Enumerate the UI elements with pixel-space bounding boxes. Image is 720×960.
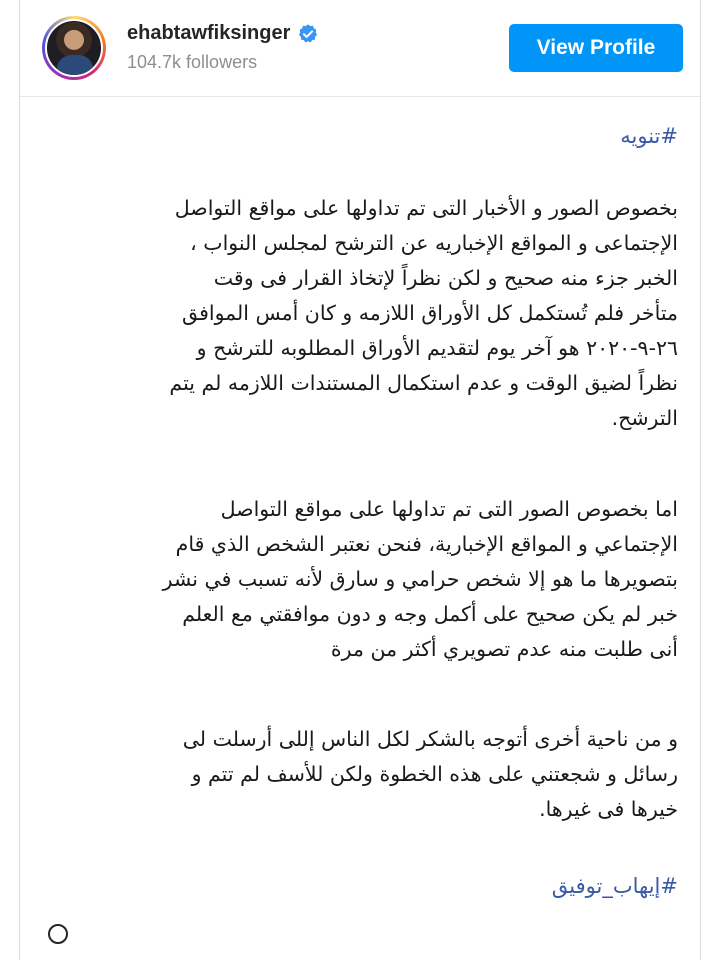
verified-badge-icon	[297, 23, 319, 45]
paragraph-1-line: الخبر جزء منه صحيح و لكن نظراً لإتخاذ القرار فى وقت	[213, 266, 678, 290]
paragraph-1-line: متأخر فلم تُستكمل كل الأوراق اللازمه و كان أمس الموافق	[181, 301, 678, 325]
username-row	[127, 22, 319, 45]
paragraph-2-line: بتصويرها ما هو إلا شخص حرامي و سارق لأنه تسبب في نشر	[162, 567, 678, 591]
paragraph-1-line: نظراً لضيق الوقت و عدم استكمال المستندات اللازمه لم يتم	[169, 371, 678, 395]
like-icon[interactable]	[48, 924, 68, 944]
paragraph-1-line: بخصوص الصور و الأخبار التى تم تداولها على مواقع التواصل	[174, 196, 678, 220]
view-profile-button[interactable]: View Profile	[509, 24, 683, 72]
post-image	[20, 97, 700, 957]
hashtag-notice[interactable]	[42, 119, 678, 154]
hashtag-name-text: #إيهاب_توفيق	[551, 874, 678, 898]
paragraph-1-line: ٢٦-٩-٢٠٢٠ هو آخر يوم لتقديم الأوراق المطلوبه للترشح و	[196, 336, 678, 360]
paragraph-3-line: خيرها فى غيرها.	[539, 797, 678, 821]
paragraph-2-line: أنى طلبت منه عدم تصويري أكثر من مرة	[330, 637, 678, 661]
follower-count: 104.7k followers	[127, 52, 258, 72]
paragraph-3-line: رسائل و شجعتني على هذه الخطوة ولكن للأسف لم تتم و	[191, 762, 678, 786]
hashtag-notice-text: #تنويه	[620, 124, 678, 148]
post-card	[19, 0, 701, 960]
hashtag-name[interactable]	[42, 869, 678, 904]
paragraph-1-line: الترشح.	[611, 406, 678, 430]
avatar-image	[45, 19, 103, 77]
paragraph-2-line: خبر لم يكن صحيح على أكمل وجه و دون موافقتي مع العلم	[182, 602, 678, 626]
paragraph-1	[42, 191, 678, 436]
username-link[interactable]: ehabtawfiksinger	[127, 22, 291, 44]
post-header	[20, 0, 700, 97]
paragraph-2	[42, 492, 678, 667]
profile-avatar[interactable]	[42, 16, 106, 80]
paragraph-3	[42, 722, 678, 827]
paragraph-3-line: و من ناحية أخرى أتوجه بالشكر لكل الناس إللى أرسلت لى	[182, 727, 678, 751]
paragraph-1-line: الإجتماعى و المواقع الإخباريه عن الترشح لمجلس النواب ،	[190, 231, 678, 255]
paragraph-2-line: اما بخصوص الصور التى تم تداولها على مواقع التواصل	[220, 497, 678, 521]
avatar-figure	[57, 55, 93, 77]
paragraph-2-line: الإجتماعي و المواقع الإخبارية، فنحن نعتبر الشخص الذي قام	[175, 532, 678, 556]
